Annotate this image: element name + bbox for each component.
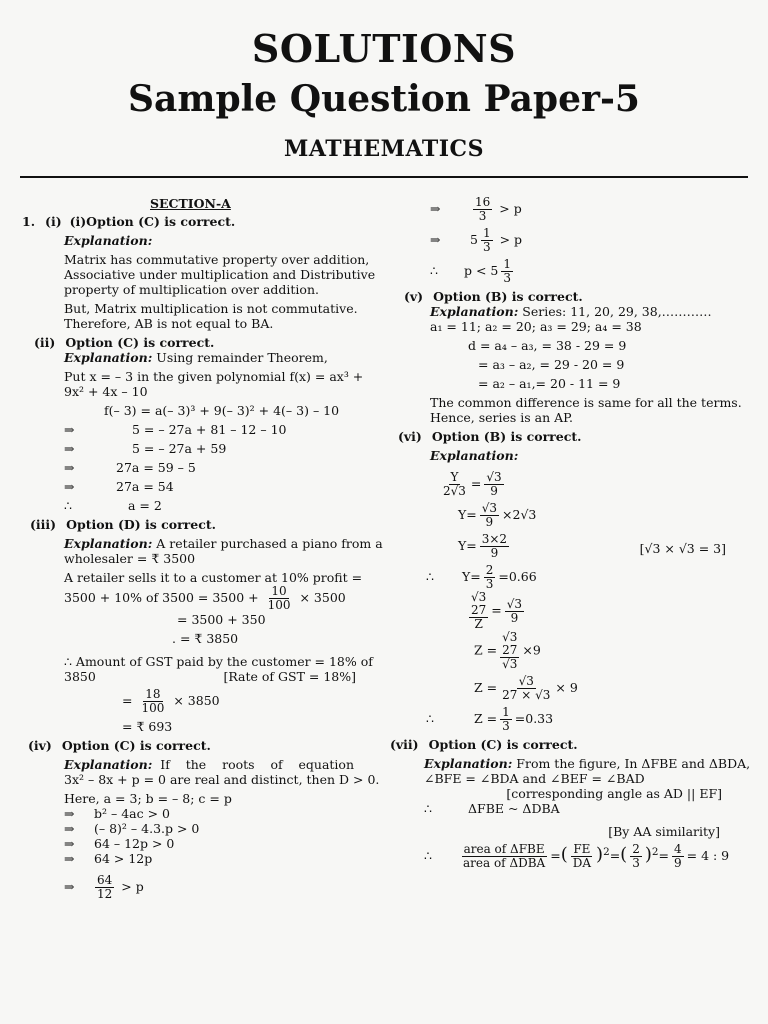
text-line: ∠BFE = ∠BDA and ∠BEF = ∠BAD (424, 771, 645, 786)
side-note: [√3 × √3 = 3] (639, 541, 726, 556)
equation-row (22, 806, 372, 821)
explanation-label: Explanation: (64, 350, 153, 365)
fraction-denominator: 3 (503, 271, 511, 285)
paper-title: Sample Question Paper-5 (128, 78, 640, 120)
equation-row (22, 422, 372, 437)
equation: × 3850 (173, 693, 220, 708)
fraction (473, 196, 492, 223)
therefore-symbol: ∴ (424, 801, 432, 816)
equation: > p (499, 201, 522, 216)
explanation-text: Series: 11, 20, 29, 38,………… (518, 304, 712, 319)
fraction (441, 471, 468, 498)
fraction-denominator: 9 (490, 484, 498, 498)
text-line: 9x² + 4x – 10 (64, 384, 148, 399)
explanation-label: Explanation: (424, 756, 513, 771)
equation-row (22, 851, 372, 866)
equation-row (22, 479, 372, 494)
equation-row (398, 502, 748, 529)
subject-title: MATHEMATICS (284, 136, 484, 162)
rate-note: [Rate of GST = 18%] (223, 669, 356, 684)
implies-symbol: ⇒ (64, 441, 75, 456)
fraction-denominator: 3 (478, 209, 487, 223)
sub-question-label: (i) (45, 214, 62, 229)
explanation-text: From the figure, In ΔFBE and ΔBDA, (512, 756, 751, 771)
equation-row (398, 227, 748, 254)
answer-option: Option (D) is correct. (66, 517, 216, 532)
equation: ×9 (522, 642, 541, 658)
fraction-numerator: 18 (145, 687, 161, 701)
fraction-denominator: 9 (510, 610, 519, 625)
fraction (500, 706, 512, 733)
sub-question-label: (v) (404, 289, 424, 304)
equation-row (22, 874, 372, 901)
fraction (95, 874, 114, 901)
equation: a₁ = 11; a₂ = 20; a₃ = 29; a₄ = 38 (430, 319, 642, 334)
equation-row (398, 471, 748, 498)
fraction-numerator: area of ΔFBE (463, 842, 545, 856)
equation: 5 = – 27a + 81 – 12 – 10 (132, 422, 287, 437)
right-column (390, 195, 751, 870)
equation: 27a = 59 – 5 (116, 460, 196, 475)
fraction-numerator: 16 (474, 195, 491, 209)
equation: ×2√3 (502, 507, 537, 522)
text-line: [corresponding angle as AD || EF] (506, 786, 722, 801)
equals-sign: = (470, 476, 482, 491)
equation-row (398, 196, 748, 223)
equation: Y= (462, 569, 481, 584)
fraction (266, 585, 293, 612)
text-line-with-note (22, 669, 372, 684)
answer-option: Option (C) is correct. (61, 738, 211, 753)
fraction-numerator: 64 (96, 873, 113, 887)
equation-row (22, 688, 372, 715)
equals-sign: = (491, 602, 502, 618)
header-divider (20, 176, 748, 178)
therefore-symbol: ∴ (426, 569, 434, 584)
fraction (461, 843, 547, 870)
fraction-numerator: 2 (632, 842, 640, 856)
question-vii-heading (390, 737, 748, 752)
equation: (– 8)² – 4.3.p > 0 (94, 821, 200, 836)
equation: × 9 (555, 680, 578, 695)
equation-row (398, 258, 748, 285)
fraction-numerator: FE (573, 842, 591, 856)
fraction-denominator: 3 (485, 577, 494, 591)
answer-option: Option (B) is correct. (431, 429, 582, 444)
fraction-denominator: 12 (96, 887, 113, 901)
equals-sign: = (609, 848, 621, 863)
equation: Y= (458, 538, 477, 553)
fraction-denominator: 3 (502, 719, 510, 733)
fraction-denominator: Z (474, 617, 483, 631)
fraction (500, 675, 552, 702)
fraction-denominator: 3 (632, 856, 640, 870)
fraction (480, 502, 499, 529)
fraction (571, 843, 593, 870)
equation-row (22, 585, 372, 612)
text-line: Here, a = 3; b = – 8; c = p (64, 791, 232, 806)
equation-row (22, 441, 372, 456)
text-line: [By AA similarity] (608, 824, 720, 839)
fraction-denominator: 9 (673, 856, 682, 870)
explanation-text: Using remainder Theorem, (152, 350, 328, 365)
mixed-number-whole: 5 (469, 232, 478, 247)
explanation-line (22, 536, 383, 551)
explanation-line (398, 304, 748, 319)
text-line: wholesaler = ₹ 3500 (64, 551, 196, 566)
text-line: property of multiplication over addition. (64, 282, 319, 297)
implies-symbol: ⇒ (64, 879, 75, 894)
text-line: Hence, series is an AP. (430, 410, 574, 425)
fraction-denominator: 9 (485, 515, 494, 529)
equation: 27a = 54 (116, 479, 174, 494)
equation-row (398, 801, 748, 816)
fraction-numerator: 1 (503, 257, 511, 271)
fraction (672, 843, 684, 870)
question-iv-heading (22, 738, 372, 753)
answer-option: Option (C) is correct. (65, 335, 215, 350)
equation: f(– 3) = a(– 3)³ + 9(– 3)² + 4(– 3) – 10 (104, 403, 340, 418)
equation: ΔFBE ~ ΔDBA (468, 801, 560, 816)
text-line: The common difference is same for all the terms. (430, 395, 742, 410)
fraction-numerator: 1 (502, 705, 510, 719)
left-column (22, 196, 383, 901)
implies-symbol: ⇒ (64, 460, 75, 475)
fraction-numerator: 10 (271, 584, 287, 598)
question-number: 1. (22, 214, 36, 229)
equals-sign: = (122, 693, 133, 708)
fraction-numerator: 1 (482, 226, 491, 240)
equals-sign: = (658, 848, 669, 863)
implies-symbol: ⇒ (64, 851, 75, 866)
explanation-label: Explanation: (430, 304, 519, 319)
equation: =0.66 (498, 569, 537, 584)
equation-row (398, 564, 748, 591)
equation-row: ∴ $\frac{\text{area of ΔFBE}}{\text{area of ΔDBA}}$ =( $\frac{FE}{DA}$ )$^2$=( $\frac{2}{3}$ )$^2$= $\frac{4}{9}$ = 4 : 9 (424, 842, 730, 870)
fraction-denominator: 9 (490, 546, 499, 560)
fraction-numerator: √3 (518, 674, 534, 688)
text-line: 3850 (64, 669, 96, 684)
sub-question-label: (iii) (30, 517, 57, 532)
equation: = a₂ – a₁,= 20 - 11 = 9 (478, 376, 621, 391)
equation: > p (499, 232, 523, 247)
equation: =0.33 (514, 711, 554, 726)
fraction-denominator: 100 (141, 701, 165, 715)
explanation-label: Explanation: (64, 233, 153, 248)
equation: 64 > 12p (94, 851, 153, 866)
fraction-numerator: √3 (502, 630, 518, 644)
equals-sign: = (550, 848, 561, 863)
implies-symbol: ⇒ (64, 422, 75, 437)
explanation-text: A retailer purchased a piano from a (152, 536, 383, 551)
equation: = 4 : 9 (686, 848, 730, 863)
fraction-numerator: Y (450, 470, 459, 484)
fraction-numerator: 27 (502, 643, 518, 657)
equation: = a₃ – a₂, = 29 - 20 = 9 (478, 357, 625, 372)
equation: Y= (458, 507, 477, 522)
equation-row (22, 836, 372, 851)
equation: × 3500 (299, 590, 346, 605)
equation: b² – 4ac > 0 (94, 806, 170, 821)
fraction-denominator: 27 × √3 (502, 688, 551, 702)
implies-symbol: ⇒ (430, 232, 441, 247)
equation: 64 – 12p > 0 (94, 836, 175, 851)
text-line: 3x² – 8x + p = 0 are real and distinct, then D > 0. (64, 772, 380, 787)
sub-question-label: (vi) (398, 429, 422, 444)
text-line: Put x = – 3 in the given polynomial f(x) = ax³ + (64, 369, 364, 384)
text-line: A retailer sells it to a customer at 10% profit = (64, 570, 363, 585)
equation-row (398, 706, 748, 733)
equation-row (398, 591, 748, 631)
fraction-numerator: √3 (481, 501, 498, 515)
fraction-numerator: 4 (673, 842, 682, 856)
equation: > p (121, 879, 144, 894)
implies-symbol: ⇒ (430, 201, 441, 216)
text-line: Therefore, AB is not equal to BA. (64, 316, 274, 331)
equation-row (22, 821, 372, 836)
fraction-numerator: √3 (471, 590, 487, 604)
fraction-denominator: DA (572, 856, 592, 870)
fraction (484, 471, 503, 498)
equation: d = a₄ – a₃, = 38 - 29 = 9 (468, 338, 627, 353)
question-v-heading (398, 289, 748, 304)
text-line: ∴ Amount of GST paid by the customer = 18% of (64, 654, 373, 669)
fraction-denominator: 2√3 (443, 484, 466, 498)
equation-row (398, 675, 748, 702)
therefore-symbol: ∴ (430, 263, 438, 278)
equation: 5 = – 27a + 59 (132, 441, 227, 456)
question-vi-heading (398, 429, 748, 444)
explanation-label: Explanation: (430, 448, 519, 463)
equation: Z = (474, 642, 498, 658)
therefore-symbol: ∴ (64, 498, 72, 513)
fraction-numerator: √3 (506, 596, 523, 611)
implies-symbol: ⇒ (64, 806, 75, 821)
answer-option: Option (B) is correct. (433, 289, 583, 304)
implies-symbol: ⇒ (64, 821, 75, 836)
answer-option: Option (C) is correct. (428, 737, 578, 752)
explanation-label: Explanation: (64, 757, 153, 772)
sub-question-label: (iv) (28, 738, 52, 753)
fraction (484, 564, 496, 591)
implies-symbol: ⇒ (64, 479, 75, 494)
compound-fraction (469, 591, 488, 631)
page-title: SOLUTIONS (251, 26, 517, 71)
sub-question-label: (vii) (390, 737, 419, 752)
equation-row (398, 631, 748, 671)
equation: = 3500 + 350 (177, 612, 266, 627)
fraction-numerator: 27 (471, 603, 487, 617)
fraction (501, 258, 513, 285)
answer-option: (i)Option (C) is correct. (69, 214, 236, 229)
question-iii-heading (22, 517, 372, 532)
fraction-numerator: √3 (486, 470, 502, 484)
fraction (139, 688, 166, 715)
equation-row (22, 460, 372, 475)
equation: Z = (474, 680, 498, 695)
explanation-line (22, 350, 372, 365)
fraction-denominator: √3 (502, 657, 518, 671)
equation: Z = (474, 711, 498, 726)
explanation-line (22, 757, 372, 772)
fraction (505, 598, 524, 625)
fraction-numerator: 2 (485, 563, 494, 577)
question-ii-heading (22, 335, 372, 350)
explanation-line (398, 756, 751, 771)
fraction (480, 533, 509, 560)
text-line: But, Matrix multiplication is not commutative. (64, 301, 358, 316)
explanation-text: If the roots of equation (152, 757, 355, 772)
text-line: Associative under multiplication and Distributive (64, 267, 376, 282)
equation: = ₹ 693 (122, 719, 173, 734)
explanation-label: Explanation: (64, 536, 153, 551)
question-1-i-heading (22, 214, 372, 229)
fraction (481, 227, 493, 254)
therefore-symbol: ∴ (426, 711, 434, 726)
fraction-denominator: area of ΔDBA (463, 856, 546, 870)
equation: a = 2 (128, 498, 162, 513)
section-heading: SECTION-A (150, 196, 231, 211)
text-line: Matrix has commutative property over addition, (64, 252, 370, 267)
sub-question-label: (ii) (34, 335, 56, 350)
therefore-symbol: ∴ (424, 848, 432, 863)
equation-row (398, 533, 748, 560)
implies-symbol: ⇒ (64, 836, 75, 851)
fraction-denominator: 100 (267, 598, 291, 612)
fraction-numerator: 3×2 (481, 532, 508, 546)
equation: 3500 + 10% of 3500 = 3500 + (64, 590, 259, 605)
compound-fraction (500, 631, 519, 671)
fraction (630, 843, 642, 870)
equation: . = ₹ 3850 (172, 631, 239, 646)
equation-row (22, 498, 372, 513)
fraction-denominator: 3 (482, 240, 491, 254)
equation: p < 5 (463, 263, 499, 278)
